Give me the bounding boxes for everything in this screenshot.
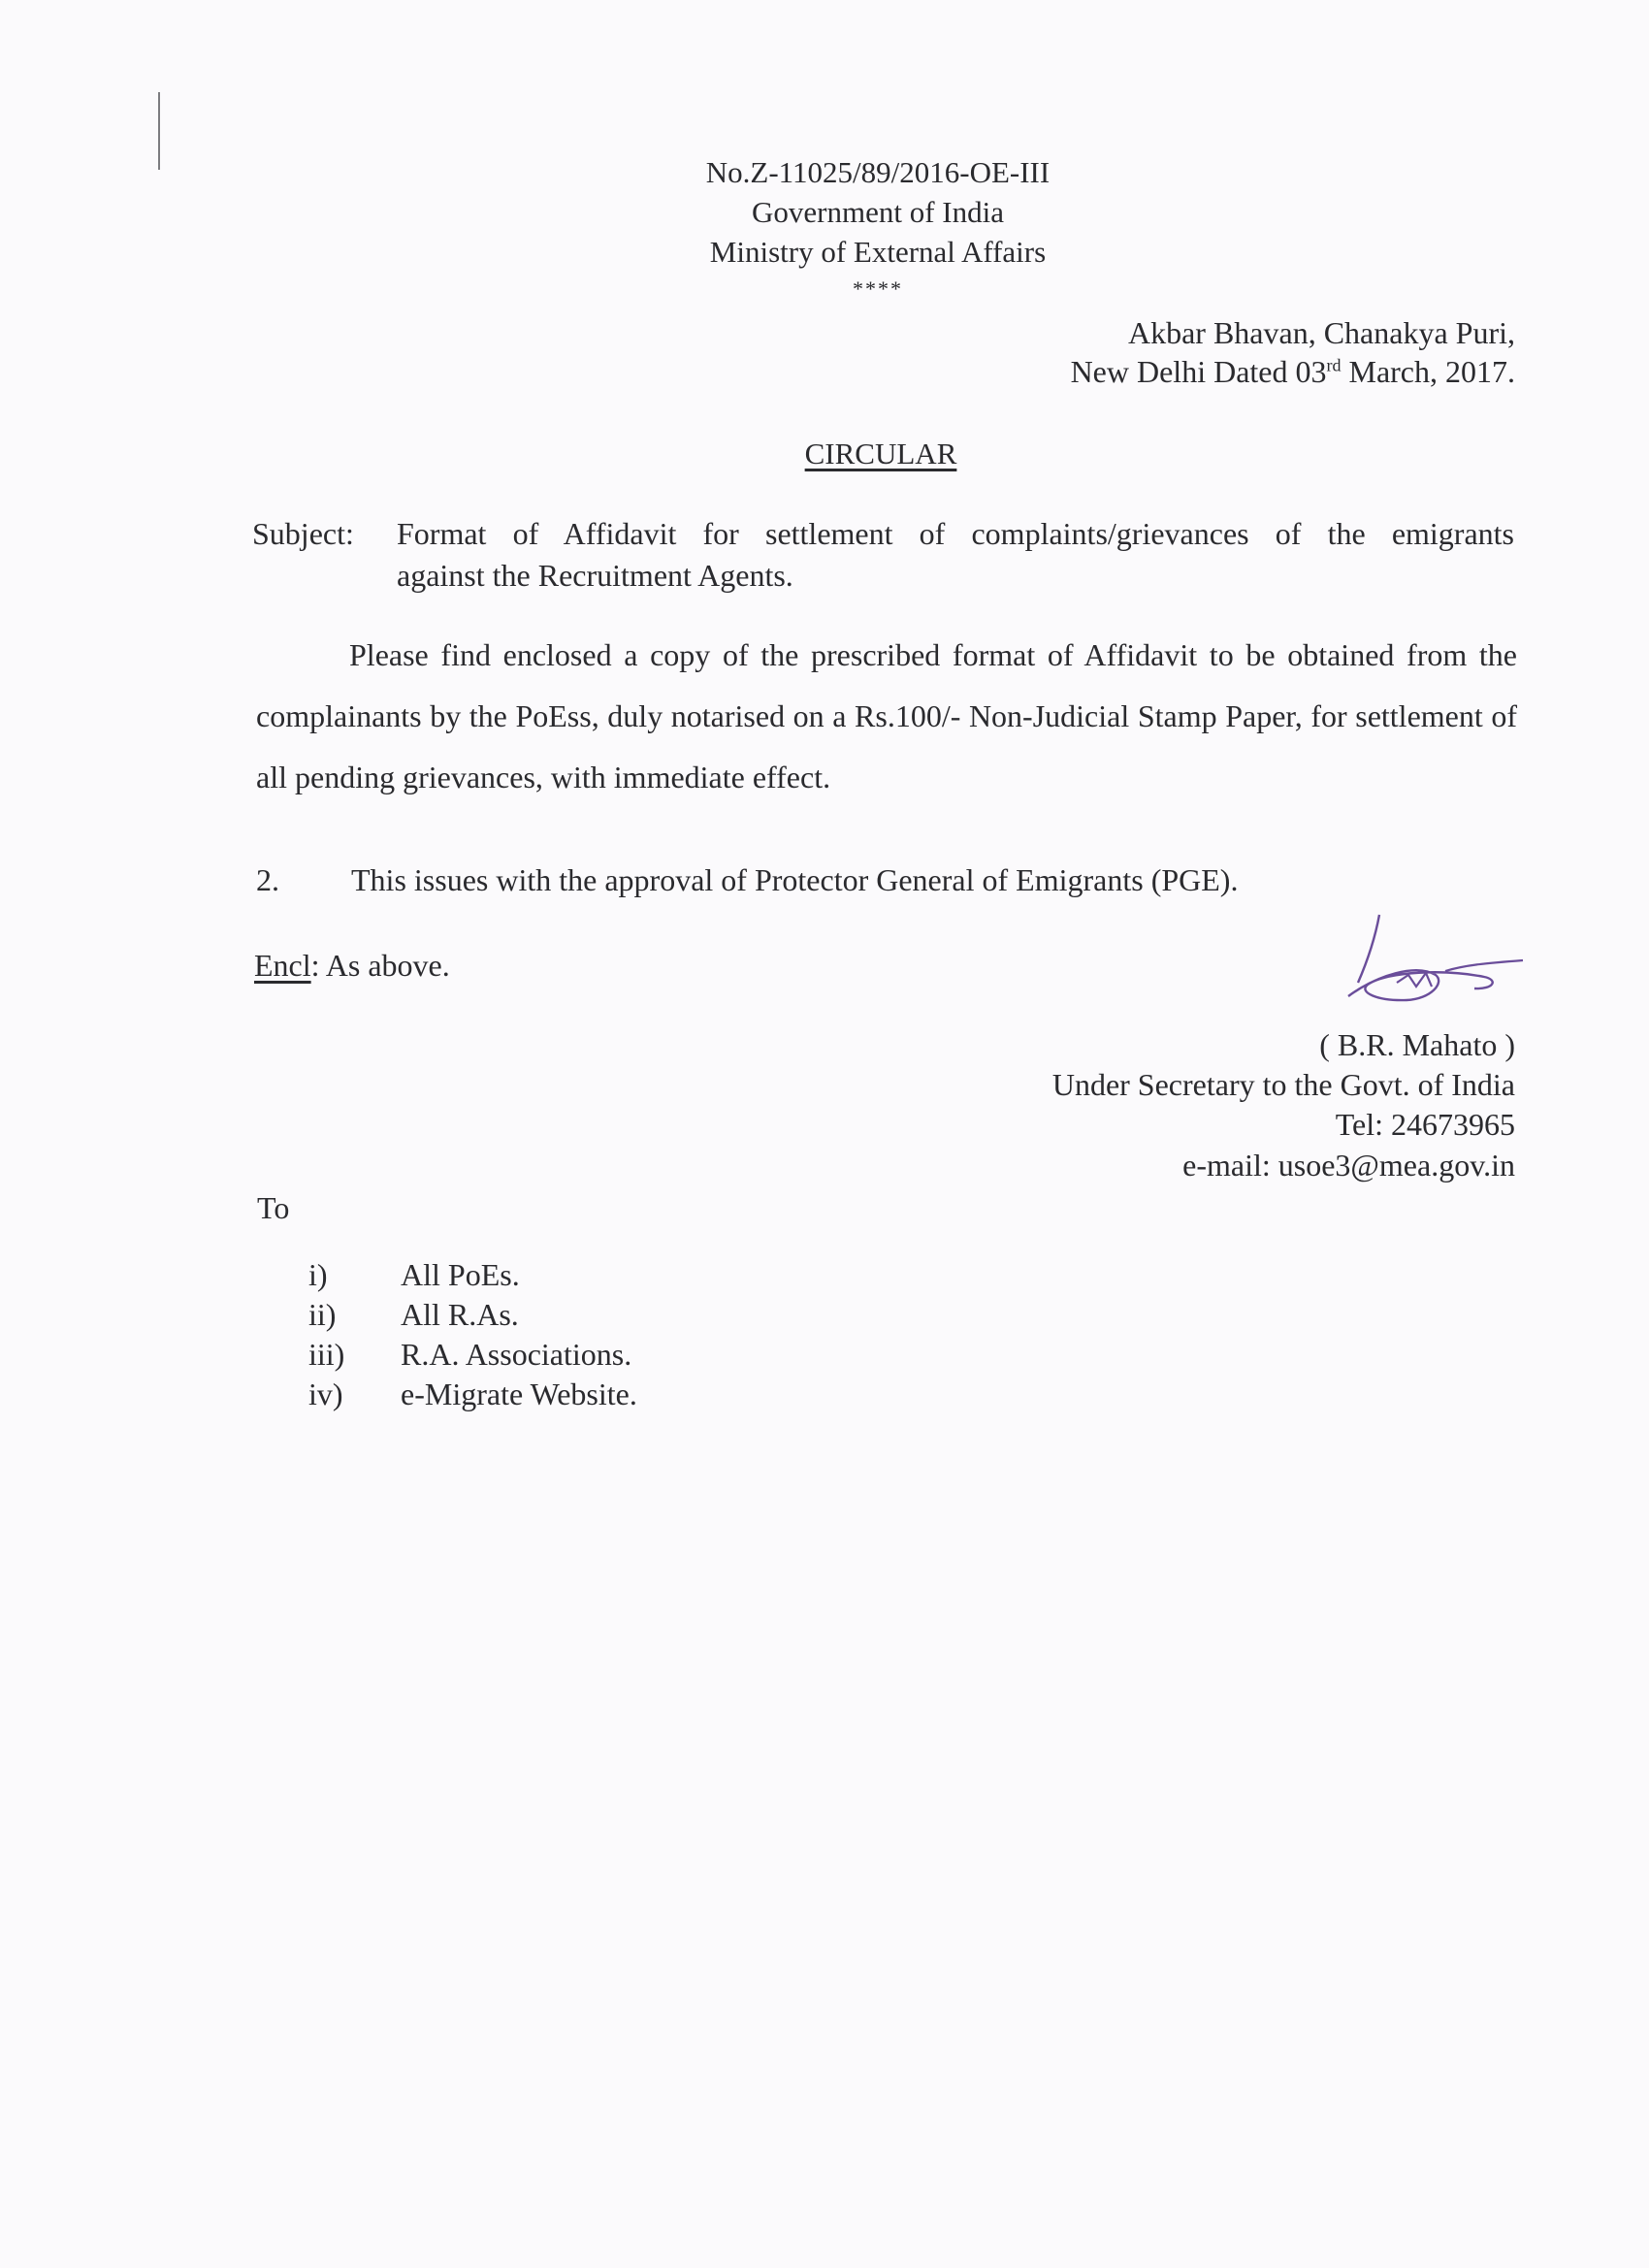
list-text: e-Migrate Website. xyxy=(401,1377,637,1411)
signatory-name: ( B.R. Mahato ) xyxy=(1319,1027,1515,1062)
list-number: iv) xyxy=(308,1377,343,1411)
signatory-telephone: Tel: 24673965 xyxy=(1335,1107,1515,1142)
paragraph-2-text: This issues with the approval of Protector General of Emigrants (PGE). xyxy=(351,862,1239,897)
list-text: All R.As. xyxy=(401,1297,519,1332)
date-suffix-sup: rd xyxy=(1326,355,1342,375)
list-number: iii) xyxy=(308,1337,345,1372)
subject-label: Subject: xyxy=(252,516,354,551)
file-number: No.Z-11025/89/2016-OE-III xyxy=(705,155,1051,189)
list-text: R.A. Associations. xyxy=(401,1337,632,1372)
list-number: i) xyxy=(308,1257,328,1292)
date-month-year: March, 2017. xyxy=(1341,354,1515,389)
list-number: ii) xyxy=(308,1297,337,1332)
date-line xyxy=(1071,349,1515,394)
list-item xyxy=(308,1255,637,1295)
signatory-designation: Under Secretary to the Govt. of India xyxy=(1051,1067,1515,1102)
list-text: All PoEs. xyxy=(401,1257,520,1292)
enclosure-text: : As above. xyxy=(310,948,450,983)
signature-mark xyxy=(1339,907,1533,1014)
government-name: Government of India xyxy=(752,195,1004,229)
signatory-email: e-mail: usoe3@mea.gov.in xyxy=(1182,1148,1515,1183)
subject-line-2: against the Recruitment Agents. xyxy=(397,558,793,593)
to-label: To xyxy=(257,1190,290,1225)
list-item xyxy=(308,1295,637,1335)
list-item xyxy=(308,1375,637,1414)
paragraph-2-number: 2. xyxy=(256,862,279,897)
address-line: Akbar Bhavan, Chanakya Puri, xyxy=(1127,315,1515,350)
enclosure-line xyxy=(254,943,450,988)
ministry-name: Ministry of External Affairs xyxy=(709,235,1047,269)
subject-line-1: Format of Affidavit for settlement of complaints/grievances of the emigrants xyxy=(397,516,1514,551)
circular-title: CIRCULAR xyxy=(804,437,957,470)
date-prefix: New Delhi Dated 03 xyxy=(1070,354,1327,389)
header-stars: **** xyxy=(853,276,903,301)
body-paragraph-1 xyxy=(256,625,1517,808)
recipient-list xyxy=(308,1255,637,1414)
list-item xyxy=(308,1335,637,1375)
enclosure-label: Encl xyxy=(254,948,311,983)
paragraph-1-text: Please find enclosed a copy of the prescribed format of Affidavit to be obtained from the complainants by the PoEss, duly notarised on a Rs.100/- Non-Judicial Stamp Paper, for settlement of all pending grievances, with immediate effect. xyxy=(256,637,1517,794)
